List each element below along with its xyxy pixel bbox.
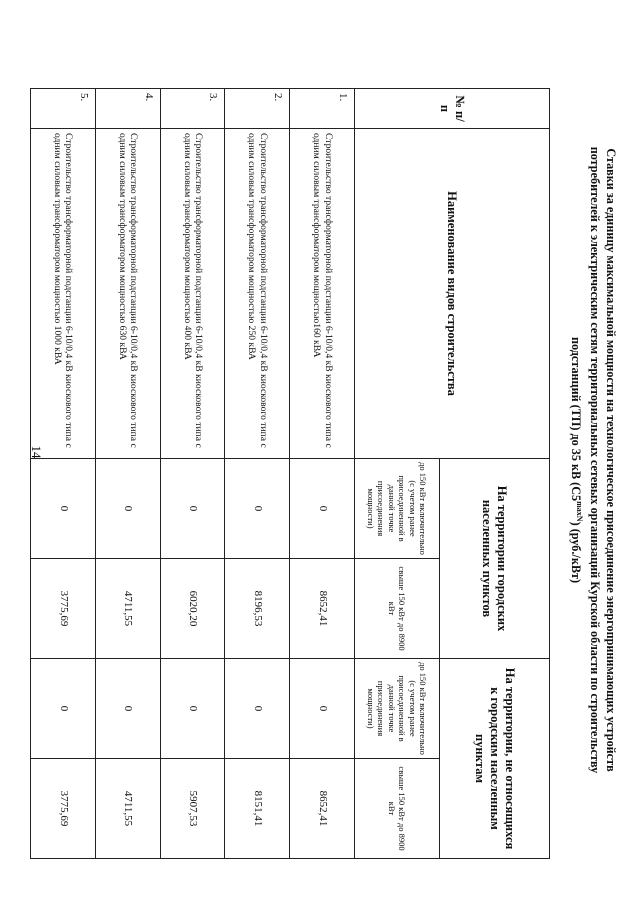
document-title — [567, 70, 618, 850]
header-name: Наименование видов строительства — [355, 129, 550, 459]
table-row — [225, 89, 290, 859]
urban-over150-value: 4711,55 — [95, 559, 160, 659]
title-line-3-suffix: ) (руб./кВт) — [568, 521, 583, 584]
title-line-3 — [567, 70, 587, 850]
page-number: 14 — [29, 445, 44, 459]
table-row — [95, 89, 160, 859]
rural-to150-value: 0 — [95, 659, 160, 759]
rates-table — [30, 88, 550, 859]
rural-to150-value: 0 — [290, 659, 355, 759]
row-name: Строительство трансформаторной подстанции 6-10/0,4 кВ киоскового типа с одним силовым трансформатором мощностью 1000 кВА — [31, 129, 96, 459]
table-row — [31, 89, 96, 859]
row-name: Строительство трансформаторной подстанции 6-10/0,4 кВ киоскового типа с одним силовым трансформатором мощностью 630 кВА — [95, 129, 160, 459]
rural-to150-value: 0 — [160, 659, 225, 759]
table-row — [290, 89, 355, 859]
urban-over150-value: 8652,41 — [290, 559, 355, 659]
urban-over150-value: 3775,69 — [31, 559, 96, 659]
row-index: 3. — [160, 89, 225, 129]
rural-over150-value: 4711,55 — [95, 759, 160, 859]
urban-to150-value: 0 — [290, 459, 355, 559]
header-urban-over150: свыше 150 кВт до 8900 кВт — [355, 559, 440, 659]
header-rural: На территории, не относящихся к городским населенным пунктам — [440, 659, 550, 859]
title-superscript: maxN — [575, 501, 584, 522]
urban-over150-value: 6020,20 — [160, 559, 225, 659]
urban-to150-value: 0 — [225, 459, 290, 559]
row-name: Строительство трансформаторной подстанции 6-10/0,4 кВ киоскового типа с одним силовым трансформатором мощностью 400 кВА — [160, 129, 225, 459]
title-line-2: потребителей к электрическим сетям территориальных сетевых организаций Курской области по строительству — [588, 146, 603, 774]
row-index: 5. — [31, 89, 96, 129]
rural-to150-value: 0 — [31, 659, 96, 759]
rural-over150-value: 8652,41 — [290, 759, 355, 859]
urban-to150-value: 0 — [31, 459, 96, 559]
row-index: 2. — [225, 89, 290, 129]
header-num: № п/п — [355, 89, 550, 129]
urban-over150-value: 8196,53 — [225, 559, 290, 659]
table-row — [160, 89, 225, 859]
header-rural-to150: до 150 кВт включительно (с учетом ранее присоединенной в данной точке присоединения мощности) — [355, 659, 440, 759]
rural-over150-value: 3775,69 — [31, 759, 96, 859]
header-urban-to150: до 150 кВт включительно (с учетом ранее присоединенной в данной точке присоединения мощности) — [355, 459, 440, 559]
header-urban: На территории городских населенных пунктов — [440, 459, 550, 659]
rural-to150-value: 0 — [225, 659, 290, 759]
row-name: Строительство трансформаторной подстанции 6-10/0,4 кВ киоскового типа с одним силовым трансформатором мощностью 250 кВА — [225, 129, 290, 459]
rural-over150-value: 5907,53 — [160, 759, 225, 859]
title-line-1: Ставки за единицу максимальной мощности на технологическое присоединение энергопринимающих устройств — [604, 148, 618, 772]
row-index: 1. — [290, 89, 355, 129]
row-name: Строительство трансформаторной подстанции 6-10/0,4 кВ киоскового типа с одним силовым трансформатором мощностью160 кВА — [290, 129, 355, 459]
header-rural-over150: свыше 150 кВт до 8900 кВт — [355, 759, 440, 859]
urban-to150-value: 0 — [95, 459, 160, 559]
urban-to150-value: 0 — [160, 459, 225, 559]
row-index: 4. — [95, 89, 160, 129]
rural-over150-value: 8151,41 — [225, 759, 290, 859]
title-line-3-prefix: подстанций (ТП) до 35 кВ (С5 — [568, 336, 583, 502]
